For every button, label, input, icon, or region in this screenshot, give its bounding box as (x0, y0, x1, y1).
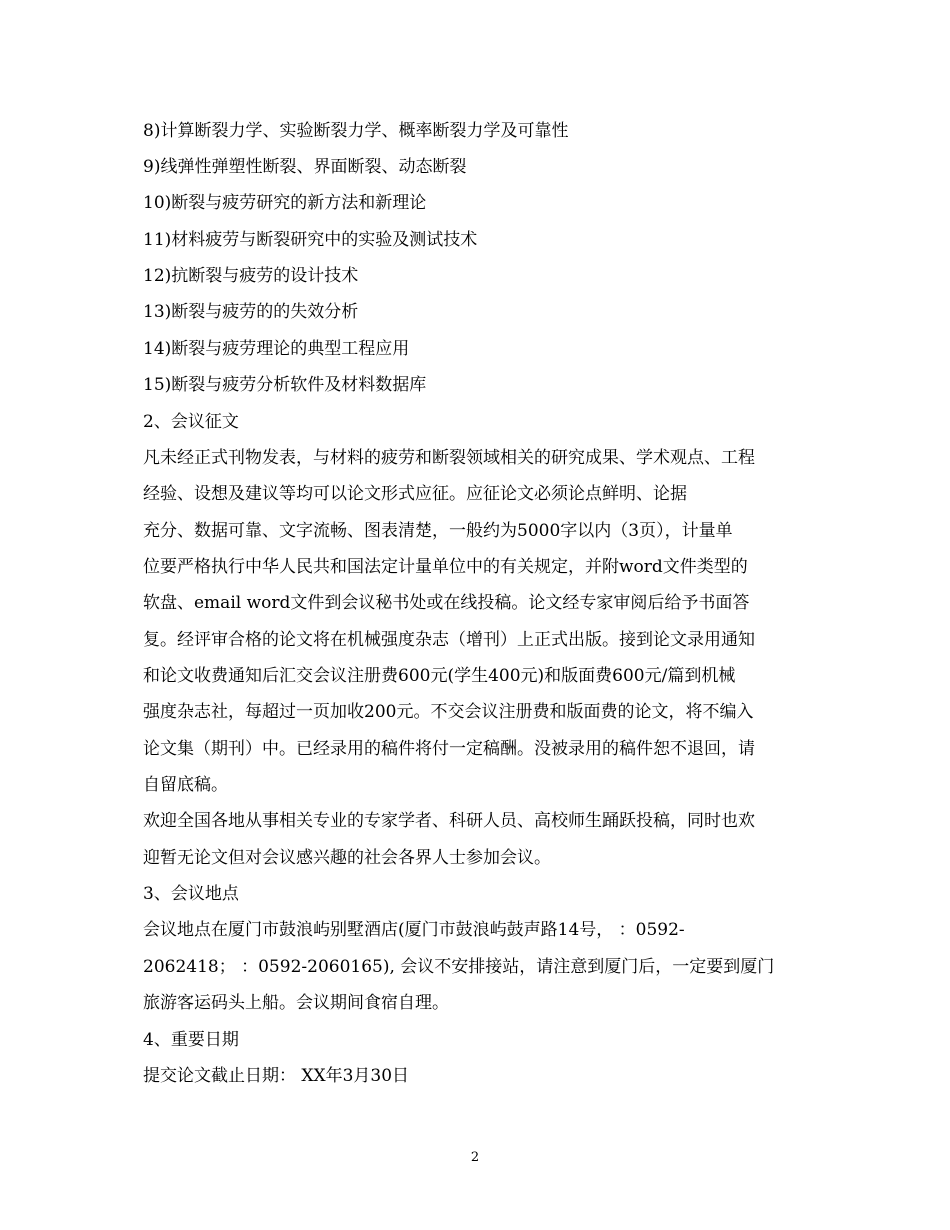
paragraph-line: 位要严格执行中华人民共和国法定计量单位中的有关规定，并附word文件类型的 (143, 557, 748, 577)
paragraph-line: 强度杂志社，每超过一页加收200元。不交会议注册费和版面费的论文，将不编入 (143, 702, 754, 722)
list-item: 9)线弹性弹塑性断裂、界面断裂、动态断裂 (143, 157, 467, 177)
paragraph-line: 凡未经正式刊物发表，与材料的疲劳和断裂领域相关的研究成果、学术观点、工程 (143, 448, 755, 468)
paragraph-line: 软盘、email word文件到会议秘书处或在线投稿。论文经专家审阅后给予书面答 (143, 593, 750, 613)
paragraph-line: 2062418； ：0592-2060165), 会议不安排接站，请注意到厦门后，一定要到厦门 (143, 957, 775, 977)
paragraph-line: 论文集（期刊）中。已经录用的稿件将付一定稿酬。没被录用的稿件恕不退回，请 (143, 739, 755, 759)
paragraph-line: 欢迎全国各地从事相关专业的专家学者、科研人员、高校师生踊跃投稿，同时也欢 (143, 811, 755, 831)
list-item: 8)计算断裂力学、实验断裂力学、概率断裂力学及可靠性 (143, 121, 569, 141)
paragraph-line: 经验、设想及建议等均可以论文形式应征。应征论文必须论点鲜明、论据 (143, 484, 687, 504)
list-item: 10)断裂与疲劳研究的新方法和新理论 (143, 193, 427, 213)
paragraph-line: 会议地点在厦门市鼓浪屿别墅酒店(厦门市鼓浪屿鼓声路14号， ：0592- (143, 920, 685, 940)
list-item: 12)抗断裂与疲劳的设计技术 (143, 266, 359, 286)
page-number: 2 (470, 1150, 480, 1165)
paragraph-line: 和论文收费通知后汇交会议注册费600元(学生400元)和版面费600元/篇到机械 (143, 666, 736, 686)
section-heading: 4、重要日期 (143, 1030, 239, 1050)
section-heading: 2、会议征文 (143, 412, 239, 432)
section-heading: 3、会议地点 (143, 884, 239, 904)
paragraph-line: 提交论文截止日期： XX年3月30日 (143, 1066, 410, 1086)
paragraph-line: 充分、数据可靠、文字流畅、图表清楚，一般约为5000字以内（3页），计量单 (143, 521, 733, 541)
list-item: 13)断裂与疲劳的的失效分析 (143, 302, 359, 322)
paragraph-line: 旅游客运码头上船。会议期间食宿自理。 (143, 993, 449, 1013)
paragraph-line: 复。经评审合格的论文将在机械强度杂志（增刊）上正式出版。接到论文录用通知 (143, 630, 755, 650)
paragraph-line: 迎暂无论文但对会议感兴趣的社会各界人士参加会议。 (143, 848, 551, 868)
list-item: 15)断裂与疲劳分析软件及材料数据库 (143, 375, 427, 395)
list-item: 14)断裂与疲劳理论的典型工程应用 (143, 339, 410, 359)
paragraph-line: 自留底稿。 (143, 775, 228, 795)
list-item: 11)材料疲劳与断裂研究中的实验及测试技术 (143, 230, 478, 250)
